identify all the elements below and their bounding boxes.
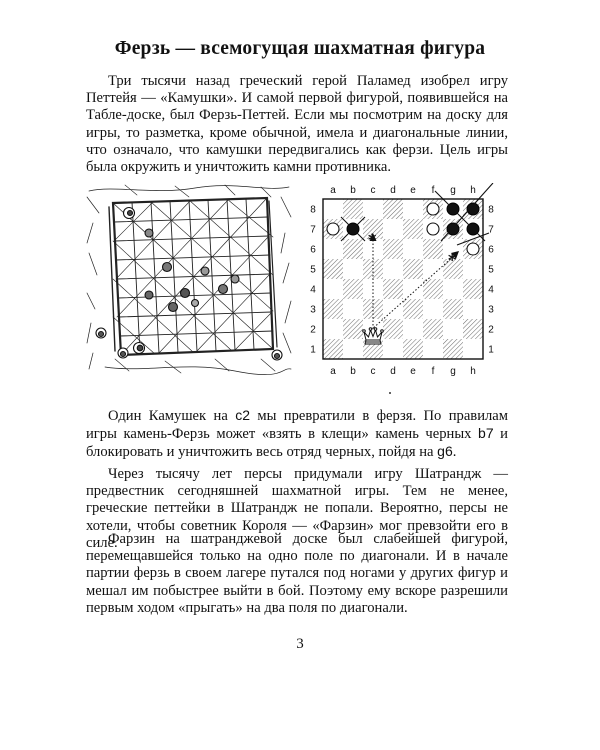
square-h5 [463,259,483,279]
file-label-a-top: a [330,185,336,196]
square-b4 [343,279,363,299]
file-label-g-bottom: g [450,366,456,377]
square-f2 [423,319,443,339]
square-c3 [363,299,383,319]
square-g2 [443,319,463,339]
file-label-c-bottom: c [370,366,376,377]
file-label-e-bottom: e [410,366,416,377]
rank-label-8-left: 8 [310,204,316,216]
rank-label-8-right: 8 [488,204,494,216]
square-c8 [363,199,383,219]
rank-label-3-left: 3 [310,304,316,316]
queen-move-paragraph [86,407,508,462]
square-d2 [383,319,403,339]
target-star-g6: * [448,250,457,269]
file-label-h-top: h [470,185,476,196]
square-h2 [463,319,483,339]
farzin-paragraph [86,531,508,617]
square-d6 [383,239,403,259]
para2-text-2: мы превратили в ферзя. По правилам игры камень-Ферзь может «взять в клещи» камень черных [86,408,509,443]
square-a1 [323,339,343,359]
rank-label-5-left: 5 [310,264,316,276]
para2-text-1: Один Камушек на [108,408,236,424]
square-f4 [423,279,443,299]
para2-text-4: . [452,444,457,461]
intro-paragraph [86,73,508,176]
petteia-board-sketch [85,183,295,375]
square-b3 [343,299,363,319]
file-label-a-bottom: a [330,366,336,377]
square-e6 [403,239,423,259]
square-h1 [463,339,483,359]
square-d1 [383,339,403,359]
file-label-d-bottom: d [390,366,396,377]
rank-label-1-right: 1 [488,344,494,356]
square-g6: g6 [437,443,453,460]
file-label-h-bottom: h [470,366,476,377]
square-b2 [343,319,363,339]
square-e7 [403,219,423,239]
square-c2: c2 [235,407,250,423]
square-e3 [403,299,423,319]
page-title: Ферзь — всемогущая шахматная фигура [114,38,486,59]
rank-label-6-left: 6 [310,244,316,256]
square-a8 [323,199,343,219]
square-a5 [323,259,343,279]
white-stone-a7 [327,223,339,235]
rank-label-6-right: 6 [488,244,494,256]
file-label-b-bottom: b [350,366,356,377]
square-e5 [403,259,423,279]
rank-label-2-left: 2 [310,324,316,336]
square-d7 [383,219,403,239]
square-g3 [443,299,463,319]
file-label-e-top: e [410,185,416,196]
square-b5 [343,259,363,279]
square-b7: b7 [478,425,494,442]
chess-board-diagram [305,183,501,383]
square-f6 [423,239,443,259]
square-h3 [463,299,483,319]
file-label-g-top: g [450,185,456,196]
white-stone-f8 [427,203,439,215]
square-d5 [383,259,403,279]
square-d3 [383,299,403,319]
square-e2 [403,319,423,339]
square-a4 [323,279,343,299]
intro-text: Три тысячи назад греческий герой Паламед изобрел игру Петтейя — «Камушки». И самой первой фигурой, появившейся на Табле-доске, был Ферзь-Петтей. Если мы посмотрим на доску для игры, то разметка, кроме обычной, имела и диагональные линии, что означало, что камушки передвигались как ферзи. Цель игры была окружить и уничтожить камни противника. [86,73,508,176]
square-b1 [343,339,363,359]
para4-text: Фарзин на шатранджевой доске был слабейшей фигурой, перемещавшейся только на одно поле по диагонали. И в начале партии ферзь в своем лагере путался под ногами у других фигур и мешал им побыстрее выйти в бой. Поэтому ему вскоре разрешили первым ходом «прыгать» на два поля по диагонали. [86,531,508,616]
square-g4 [443,279,463,299]
file-label-f-top: f [431,185,435,196]
rank-label-4-left: 4 [310,284,316,296]
rank-label-3-right: 3 [488,304,494,316]
rank-label-2-right: 2 [488,324,494,336]
para3-text: Через тысячу лет персы придумали игру Шатрандж — предвестник сегодняшней шахматной игры. Тем не менее, греческие петтейки в Шатрандж не попали. Вероятно, персы не хотели, чтобы советник Короля — «Фарзин» мог превзойти его в силе. [86,466,508,551]
white-stone-f7 [427,223,439,235]
square-h4 [463,279,483,299]
square-a6 [323,239,343,259]
square-e8 [403,199,423,219]
para2-text-3: и блокировать и уничтожить весь отряд черных, пойдя на [86,426,508,461]
rank-label-7-right: 7 [488,224,494,236]
file-label-d-top: d [390,185,396,196]
rank-label-5-right: 5 [488,264,494,276]
square-a2 [323,319,343,339]
black-stone-g7 [447,223,459,235]
square-d4 [383,279,403,299]
square-b6 [343,239,363,259]
file-label-c-top: c [370,185,376,196]
white-stone-h6 [467,243,479,255]
square-d8 [383,199,403,219]
rank-label-1-left: 1 [310,344,316,356]
square-f3 [423,299,443,319]
square-b8 [343,199,363,219]
rank-label-7-left: 7 [310,224,316,236]
square-f1 [423,339,443,359]
square-e1 [403,339,423,359]
rank-label-4-right: 4 [488,284,494,296]
page-number: 3 [296,636,304,652]
square-g1 [443,339,463,359]
file-label-b-top: b [350,185,356,196]
square-e4 [403,279,423,299]
file-label-f-bottom: f [431,366,435,377]
square-a3 [323,299,343,319]
target-star-c7: * [368,230,377,249]
